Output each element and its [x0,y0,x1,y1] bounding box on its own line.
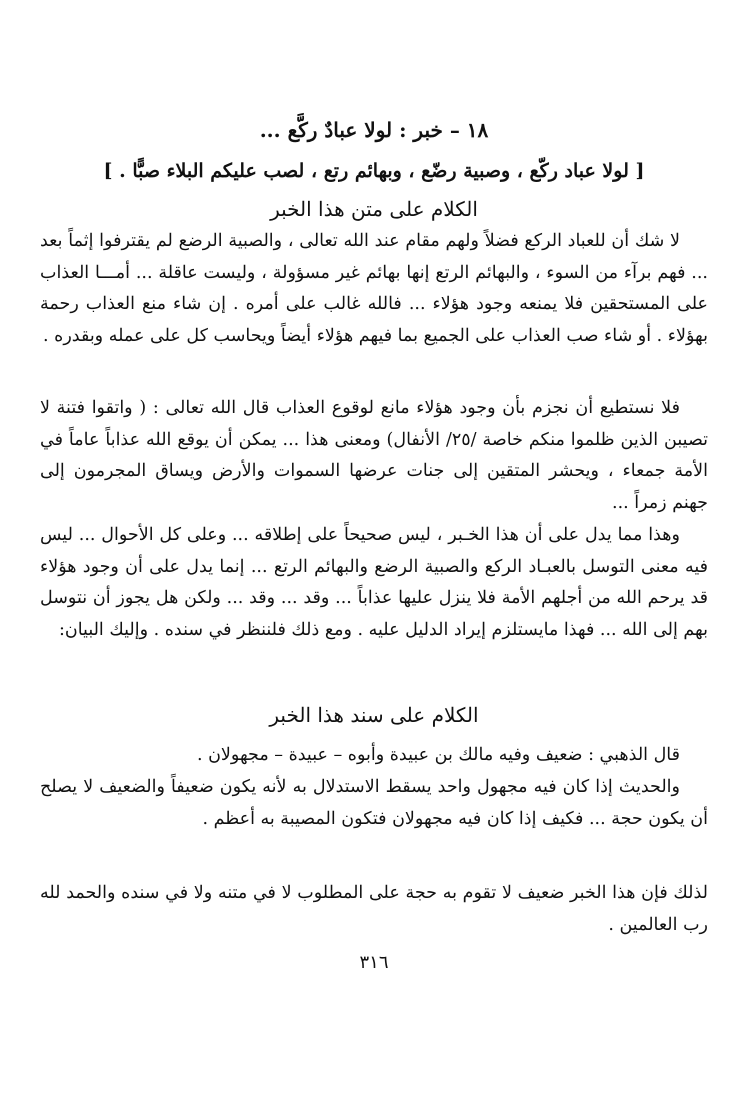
hadith-heading: ١٨ – خبر : لولا عبادٌ ركَّع ... [259,118,489,142]
section-title-matn: الكلام على متن هذا الخبر [270,197,478,221]
paragraph: فلا نستطيع أن نجزم بأن وجود هؤلاء مانع لوقوع العذاب قال الله تعالى : ( واتقوا فتنة لا تصيبن الذين ظلموا منكم خاصة /٢٥/ الأنفال) ومعنى هذا ... يمكن أن يوقع الله عذاباً عاماً في الأمة جمعاء ، ويحشر المتقين إلى جنات عرضها السموات والأرض ويساق المجرمون إلى جهنم زمراً ... [40,398,708,513]
page-number: ٣١٦ [359,952,389,973]
hadith-text: [ لولا عباد ركّع ، وصبية رضّع ، وبهائم رتع ، لصب عليكم البلاء صبًّا . ] [103,160,645,182]
paragraph: لا شك أن للعباد الركع فضلاً ولهم مقام عند الله تعالى ، والصبية الرضع لم يقترفوا إثماً بعد ... فهم برآء من السوء ، والبهائم الرتع إنها بهائم غير مسؤولة ، وليست عاقلة ... أمـــا العذاب على المستحقين فلا يمنعه وجود هؤلاء ... فالله غالب على أمره . إن شاء منع العذاب رحمة بهؤلاء . أو شاء صب العذاب على الجميع بما فيهم هؤلاء أيضاً ويحاسب كل على عمله وبقدره . [40,231,708,346]
paragraph: لذلك فإن هذا الخبر ضعيف لا تقوم به حجة على المطلوب لا في متنه ولا في سنده والحمد لله رب العالمين . [40,883,708,935]
paragraph: قال الذهبي : ضعيف وفيه مالك بن عبيدة وأبوه – عبيدة – مجهولان . [196,745,680,765]
paragraph: وهذا مما يدل على أن هذا الخـبر ، ليس صحيحاً على إطلاقه ... وعلى كل الأحوال ... ليس فيه معنى التوسل بالعبـاد الركع والصبية الرضع والبهائم الرتع ... إنما يدل على أن وجود هؤلاء قد يرحم الله من أجلهم الأمة فلا ينزل عليها عذاباً ... وقد ... وقد ... ولكن هل يجوز أن نتوسل بهم إلى الله ... فهذا مايستلزم إيراد الدليل عليه . ومع ذلك فلننظر في سنده . وإليك البيان: [40,525,708,640]
paragraph: والحديث إذا كان فيه مجهول واحد يسقط الاستدلال به لأنه يكون ضعيفاً والضعيف لا يصلح أن يكون حجة ... فكيف إذا كان فيه مجهولان فتكون المصيبة به أعظم . [40,777,708,829]
section-title-sanad: الكلام على سند هذا الخبر [269,703,479,727]
